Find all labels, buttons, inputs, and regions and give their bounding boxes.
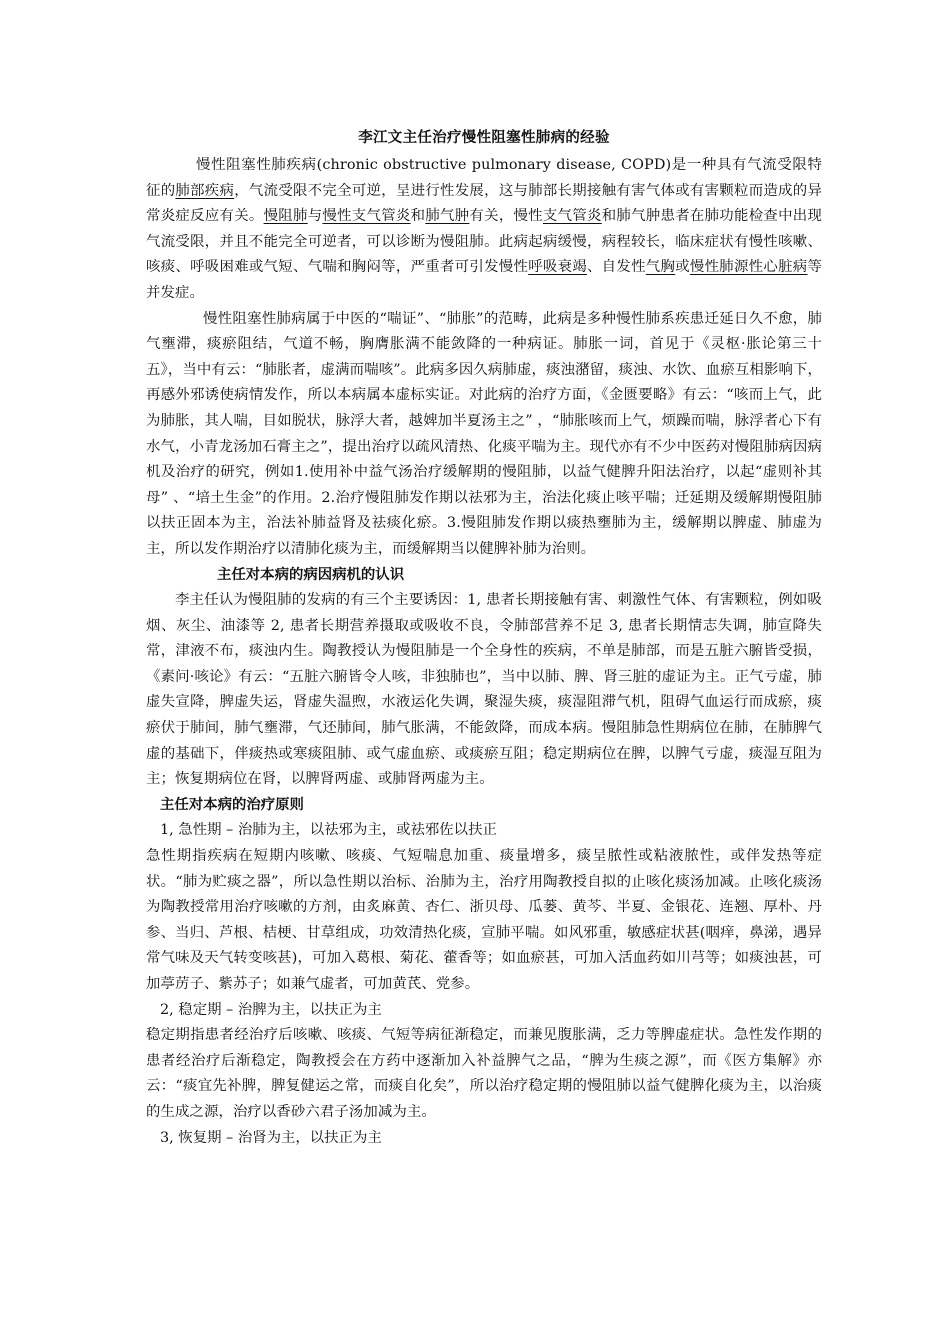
link-respiratory-failure[interactable]: 呼吸衰竭 [528, 259, 587, 276]
document-body [146, 128, 822, 1151]
intro-text: 与 [307, 208, 323, 225]
link-chronic-bronchitis[interactable]: 慢性支气管炎 [322, 208, 411, 225]
etiology-heading: 主任对本病的病因病机的认识 [217, 566, 405, 583]
intro-paragraph [146, 153, 822, 307]
intro-text: 慢性阻塞性肺疾病(chronic obstructive pulmonary disease, COPD)是一种具有气流受限特征的 [146, 157, 822, 199]
link-lung-disease[interactable]: 肺部疾病 [175, 182, 235, 199]
principles-heading: 主任对本病的治疗原则 [160, 796, 304, 813]
phase-acute-title: 1, 急性期 – 治肺为主，以祛邪为主，或祛邪佐以扶正 [160, 822, 497, 839]
phase-acute-body: 急性期指疾病在短期内咳嗽、咳痰、气短喘息加重、痰量增多，痰呈脓性或粘液脓性，或伴发热等症状。“肺为贮痰之器”，所以急性期以治标、治肺为主，治疗用陶教授自拟的止咳化痰汤加减。止咳化痰汤为陶教授常用治疗咳嗽的方剂，由炙麻黄、杏仁、浙贝母、瓜蒌、黄芩、半夏、金银花、连翘、厚朴、丹参、当归、芦根、桔梗、甘草组成，功效清热化痰，宣肺平喘。如风邪重，敏感症状甚(咽痒，鼻涕，遇异常气味及天气转变咳甚)，可加入葛根、菊花、藿香等；如血瘀甚，可加入活血药如川芎等；如痰浊甚，可加葶苈子、紫苏子；如兼气虚者，可加黄芪、党参。 [146, 848, 822, 992]
link-emphysema[interactable]: 肺气肿 [425, 208, 470, 225]
phase-stable-title: 2, 稳定期 – 治脾为主，以扶正为主 [160, 1001, 382, 1018]
link-bronchitis[interactable]: 支气管炎 [542, 208, 602, 225]
document-title: 李江文主任治疗慢性阻塞性肺病的经验 [358, 130, 610, 146]
intro-text: ，气流受限不完全可逆，呈进行性发展，这与肺部长期接触有害气体或有害颗粒而造成的异常炎症反应有关。 [146, 182, 822, 225]
phase-recovery-title: 3, 恢复期 – 治肾为主，以扶正为主 [160, 1129, 382, 1146]
link-cor-pulmonale[interactable]: 慢性肺源性心脏病 [689, 259, 808, 276]
intro-text: 和 [410, 208, 426, 225]
etiology-paragraph: 李主任认为慢阻肺的发病的有三个主要诱因：1, 患者长期接触有害、刺激性气体、有害颗粒，例如吸烟、灰尘、油漆等 2, 患者长期营养摄取或吸收不良，令肺部营养不足 3, 患者长期情志失调，肺宣降失常，津液不布，痰浊内生。陶教授认为慢阻肺是一个全身性的疾病，不单是肺部，而是五脏六腑皆受损，《素问·咳论》有云：“五脏六腑皆令人咳，非独肺也”，当中以肺、脾、肾三脏的虚证为主。正气亏虚，肺虚失宣降，脾虚失运，肾虚失温煦，水液运化失调，聚湿失痰，痰湿阻滞气机，阻碍气血运行而成瘀，痰瘀伏于肺间，肺气壅滞，气还肺间，肺气胀满，不能敛降，而成本病。慢阻肺急性期病位在肺，在肺脾气虚的基础下，伴痰热或寒痰阻肺、或气虚血瘀、或痰瘀互阻；稳定期病位在脾，以脾气亏虚，痰湿互阻为主；恢复期病位在肾，以脾肾两虚、或肺肾两虚为主。 [146, 592, 822, 788]
phase-stable-body: 稳定期指患者经治疗后咳嗽、咳痰、气短等病征渐稳定，而兼见腹胀满，乏力等脾虚症状。急性发作期的患者经治疗后渐稳定，陶教授会在方药中逐渐加入补益脾气之品，“脾为生痰之源”，而《医方集解》亦云：“痰宜先补脾，脾复健运之常，而痰自化矣”，所以治疗稳定期的慢阻肺以益气健脾化痰为主，以治痰的生成之源，治疗以香砂六君子汤加减为主。 [146, 1027, 822, 1120]
intro-text: 、自发性 [586, 259, 646, 276]
intro-text: 或 [675, 259, 690, 276]
link-copd[interactable]: 慢阻肺 [263, 208, 308, 225]
intro-text: 和肺气肿患者在肺功能检查中出现气流受限，并且不能完全可逆者，可以诊断为慢阻肺。此病起病缓慢，病程较长，临床症状有慢性咳嗽、咳痰、呼吸困难或气短、气喘和胸闷等，严重者可引发慢性 [146, 208, 822, 276]
tcm-paragraph: 慢性阻塞性肺病属于中医的“喘证”、“肺胀”的范畴，此病是多种慢性肺系疾患迁延日久不愈，肺气壅滞，痰瘀阻结，气道不畅，胸膺胀满不能敛降的一种病证。肺胀一词，首见于《灵枢·胀论第三十五》，当中有云：“肺胀者，虚满而喘咳”。此病多因久病肺虚，痰浊潴留，痰浊、水饮、血瘀互相影响下，再感外邪诱使病情发作，所以本病属本虚标实证。对此病的治疗方面，《金匮要略》有云：“咳而上气，此为肺胀，其人喘，目如脱状，脉浮大者，越婢加半夏汤主之” ，“肺胀咳而上气，烦躁而喘，脉浮者心下有水气，小青龙汤加石膏主之”，提出治疗以疏风清热、化痰平喘为主。现代亦有不少中医药对慢阻肺病因病机及治疗的研究，例如1.使用补中益气汤治疗缓解期的慢阻肺，以益气健脾升阳法治疗，以起“虚则补其母” 、“培土生金”的作用。2.治疗慢阻肺发作期以祛邪为主，治法化痰止咳平喘；迁延期及缓解期慢阻肺以扶正固本为主，治法补肺益肾及祛痰化瘀。3.慢阻肺发作期以痰热壅肺为主，缓解期以脾虚、肺虚为主，所以发作期治疗以清肺化痰为主，而缓解期当以健脾补肺为治则。 [146, 310, 822, 557]
intro-text: 等并发症。 [146, 259, 822, 301]
intro-text: 有关，慢性 [469, 208, 543, 225]
link-pneumothorax[interactable]: 气胸 [645, 259, 676, 276]
